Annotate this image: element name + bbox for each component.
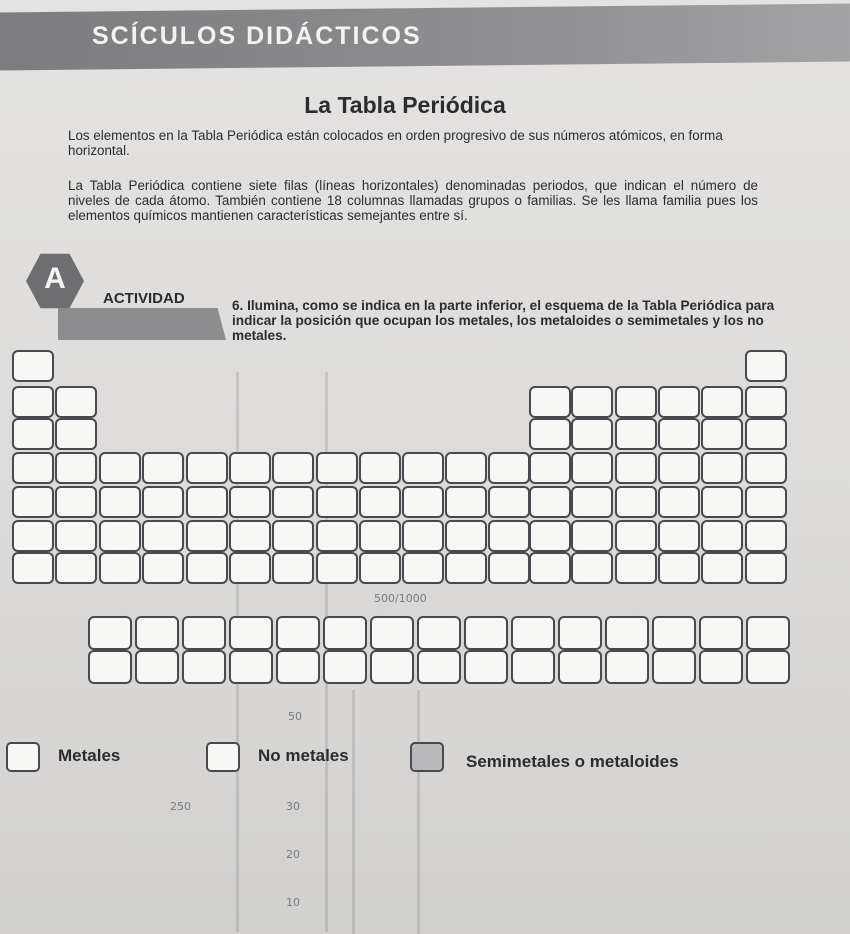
element-cell[interactable] [55,486,97,518]
element-cell[interactable] [488,552,530,584]
element-cell[interactable] [658,386,700,418]
actinide-cell[interactable] [699,650,743,684]
element-cell[interactable] [55,552,97,584]
legend-metals-label: Metales [58,746,121,765]
element-cell[interactable] [445,486,487,518]
lanthanide-cell[interactable] [88,616,132,650]
lanthanide-cell[interactable] [276,616,320,650]
element-cell[interactable] [658,520,700,552]
element-cell[interactable] [445,452,487,484]
element-cell[interactable] [745,552,787,584]
lanthanide-cell[interactable] [652,616,696,650]
element-cell[interactable] [529,452,571,484]
activity-label: ACTIVIDAD [103,290,185,307]
actinide-cell[interactable] [652,650,696,684]
actinide-cell[interactable] [135,650,179,684]
element-cell[interactable] [571,552,613,584]
element-cell[interactable] [12,350,54,382]
activity-badge-letter: A [44,262,66,295]
element-cell[interactable] [488,520,530,552]
element-cell[interactable] [359,520,401,552]
element-cell[interactable] [359,552,401,584]
header-banner-text: SCÍCULOS DIDÁCTICOS [92,22,422,50]
element-cell[interactable] [142,552,184,584]
element-cell[interactable] [615,552,657,584]
actinide-cell[interactable] [417,650,461,684]
element-cell[interactable] [488,452,530,484]
element-cell[interactable] [571,418,613,450]
element-cell[interactable] [658,418,700,450]
element-cell[interactable] [615,486,657,518]
element-cell[interactable] [272,486,314,518]
element-cell[interactable] [488,486,530,518]
element-cell[interactable] [142,520,184,552]
lanthanide-cell[interactable] [182,616,226,650]
element-cell[interactable] [99,552,141,584]
lanthanide-cell[interactable] [605,616,649,650]
background-mark: 50 [288,710,302,723]
element-cell[interactable] [745,418,787,450]
element-cell[interactable] [615,418,657,450]
lanthanide-cell[interactable] [464,616,508,650]
lanthanide-cell[interactable] [229,616,273,650]
legend-metalloids-label: Semimetales o metaloides [466,752,679,771]
element-cell[interactable] [701,552,743,584]
element-cell[interactable] [701,452,743,484]
element-cell[interactable] [359,452,401,484]
actinide-cell[interactable] [558,650,602,684]
element-cell[interactable] [615,452,657,484]
legend-nonmetals-label: No metales [258,746,349,765]
lanthanide-cell[interactable] [370,616,414,650]
element-cell[interactable] [445,520,487,552]
element-cell[interactable] [55,520,97,552]
element-cell[interactable] [316,520,358,552]
element-cell[interactable] [701,418,743,450]
element-cell[interactable] [12,520,54,552]
element-cell[interactable] [529,486,571,518]
actinide-cell[interactable] [464,650,508,684]
element-cell[interactable] [402,520,444,552]
actinide-cell[interactable] [88,650,132,684]
element-cell[interactable] [55,418,97,450]
lanthanide-cell[interactable] [699,616,743,650]
intro-paragraph: Los elementos en la Tabla Periódica están colocados en orden progresivo de sus números atómicos, en forma horizontal. [68,128,723,158]
element-cell[interactable] [142,486,184,518]
element-cell[interactable] [186,452,228,484]
element-cell[interactable] [745,350,787,382]
element-cell[interactable] [571,520,613,552]
element-cell[interactable] [12,552,54,584]
element-cell[interactable] [701,520,743,552]
element-cell[interactable] [658,552,700,584]
actinide-cell[interactable] [229,650,273,684]
background-mark: 500/1000 [374,592,427,605]
element-cell[interactable] [229,486,271,518]
actinide-cell[interactable] [182,650,226,684]
background-mark: 20 [286,848,300,861]
element-cell[interactable] [229,552,271,584]
element-cell[interactable] [615,520,657,552]
element-cell[interactable] [316,452,358,484]
lanthanide-cell[interactable] [511,616,555,650]
element-cell[interactable] [272,452,314,484]
element-cell[interactable] [12,386,54,418]
element-cell[interactable] [402,552,444,584]
element-cell[interactable] [571,486,613,518]
element-cell[interactable] [571,386,613,418]
element-cell[interactable] [529,520,571,552]
lanthanide-cell[interactable] [323,616,367,650]
actinide-cell[interactable] [370,650,414,684]
element-cell[interactable] [12,486,54,518]
element-cell[interactable] [55,452,97,484]
element-cell[interactable] [745,386,787,418]
lanthanide-cell[interactable] [746,616,790,650]
element-cell[interactable] [55,386,97,418]
element-cell[interactable] [272,552,314,584]
element-cell[interactable] [229,520,271,552]
element-cell[interactable] [615,386,657,418]
element-cell[interactable] [316,552,358,584]
element-cell[interactable] [186,486,228,518]
element-cell[interactable] [186,552,228,584]
actinide-cell[interactable] [746,650,790,684]
element-cell[interactable] [12,418,54,450]
element-cell[interactable] [402,452,444,484]
lanthanide-cell[interactable] [417,616,461,650]
lanthanide-cell[interactable] [135,616,179,650]
element-cell[interactable] [745,486,787,518]
element-cell[interactable] [99,486,141,518]
element-cell[interactable] [529,552,571,584]
element-cell[interactable] [99,520,141,552]
legend-metalloids-box[interactable] [410,742,444,772]
periods-paragraph: La Tabla Periódica contiene siete filas (líneas horizontales) denominadas periodos, que indican el número de niveles de cada átomo. También contiene 18 columnas llamadas grupos o familias. Se les llama familia pues los elementos químicos mantienen características semejantes entre sí. [68,178,758,223]
activity-instruction: 6. Ilumina, como se indica en la parte inferior, el esquema de la Tabla Periódica para indicar la posición que ocupan los metales, los metaloides o semimetales y los no metales. [232,298,775,343]
element-cell[interactable] [142,452,184,484]
element-cell[interactable] [658,452,700,484]
element-cell[interactable] [745,520,787,552]
element-cell[interactable] [359,486,401,518]
background-mark: 30 [286,800,300,813]
lanthanide-cell[interactable] [558,616,602,650]
element-cell[interactable] [12,452,54,484]
actinide-cell[interactable] [276,650,320,684]
element-cell[interactable] [658,486,700,518]
element-cell[interactable] [402,486,444,518]
element-cell[interactable] [186,520,228,552]
element-cell[interactable] [99,452,141,484]
element-cell[interactable] [701,486,743,518]
element-cell[interactable] [316,486,358,518]
element-cell[interactable] [571,452,613,484]
element-cell[interactable] [529,386,571,418]
element-cell[interactable] [229,452,271,484]
element-cell[interactable] [745,452,787,484]
element-cell[interactable] [701,386,743,418]
background-mark: 10 [286,896,300,909]
actinide-cell[interactable] [511,650,555,684]
actinide-cell[interactable] [323,650,367,684]
actinide-cell[interactable] [605,650,649,684]
legend-metals-box[interactable] [6,742,40,772]
element-cell[interactable] [272,520,314,552]
element-cell[interactable] [445,552,487,584]
background-mark: 250 [170,800,191,813]
page-title: La Tabla Periódica [304,92,506,118]
element-cell[interactable] [529,418,571,450]
legend-nonmetals-box[interactable] [206,742,240,772]
